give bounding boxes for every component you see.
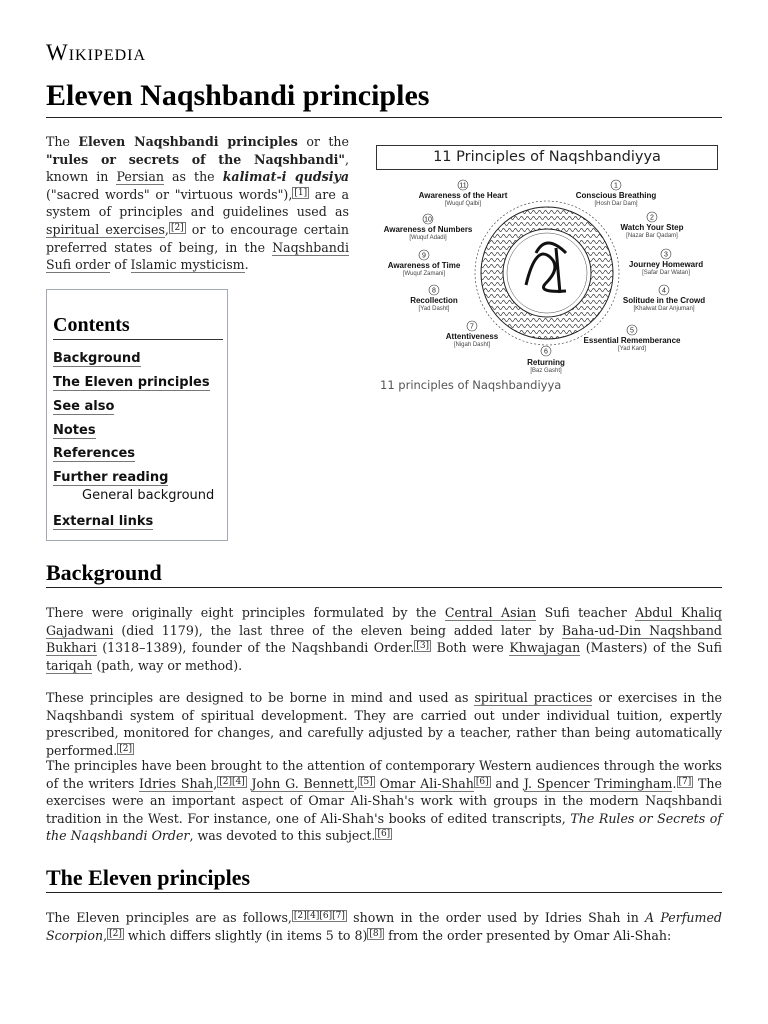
text: (Masters) of the Sufi [580,640,722,656]
bold-term: Eleven Naqshbandi principles [78,134,298,149]
link-naqshbandi[interactable]: Naqshbandi [272,239,349,255]
link-central-asian[interactable]: Central Asian [444,605,537,620]
svg-text:10: 10 [424,216,432,224]
ref-link[interactable]: [2][4][6][7] [293,911,345,921]
text: as the [163,169,223,185]
svg-text:1: 1 [614,182,618,190]
toc-item-references[interactable]: References [53,446,136,461]
text: (path, way or method). [92,657,243,673]
svg-text:Awareness of Numbers: Awareness of Numbers [383,225,473,234]
svg-text:Recollection: Recollection [410,296,458,305]
svg-text:Awareness of the Heart: Awareness of the Heart [418,191,508,200]
ref-link[interactable]: [6] [475,776,489,787]
text: , [103,927,108,943]
svg-text:[Baz Gasht]: [Baz Gasht] [530,368,562,374]
svg-text:Attentiveness: Attentiveness [445,332,499,341]
principle-2 [621,212,684,239]
link-persian[interactable]: Persian [116,169,164,185]
calligraphy-medallion [475,201,619,345]
bold-italic-term: kalimat-i qudsiya [222,169,349,185]
svg-text:6: 6 [544,348,548,356]
svg-text:[Nazar Bar Qadam]: [Nazar Bar Qadam] [626,233,678,239]
text: , [164,221,169,237]
svg-text:Watch Your Step: Watch Your Step [620,223,684,232]
link-trimingham[interactable]: J. Spencer Trimingham [523,775,673,791]
background-paragraph-2 [46,689,722,759]
link-abdul-khaliq[interactable]: Abdul Khaliq Gajadwani [46,605,722,638]
figure-title: 11 Principles of Naqshbandiyya [376,145,718,170]
principles-diagram[interactable] [376,173,722,403]
principles-figure [376,145,722,395]
link-tariqah[interactable]: tariqah [46,657,93,673]
svg-text:[Yad Dasht]: [Yad Dasht] [418,306,450,312]
text: Sufi teacher [536,605,636,620]
toc-title: Contents [53,314,223,340]
svg-text:[Hosh Dar Dam]: [Hosh Dar Dam] [594,201,638,207]
background-paragraph-1 [46,604,722,674]
heading-eleven-principles: The Eleven principles [46,864,722,893]
table-of-contents [46,289,228,541]
svg-text:3: 3 [664,251,668,259]
text: Both were [431,640,510,656]
ref-link[interactable]: [2] [119,743,133,754]
text: , known in [46,151,349,185]
text: The exercises were an important aspect of Omar Ali-Shah's work with groups in the modern Naqshbandi tradition in the West. For instance, one of Ali-Shah's books of edited transcripts, [46,775,722,826]
principle-10 [384,214,473,241]
toc-item-general-background[interactable]: General background [82,488,215,503]
text: , [213,775,218,791]
toc-item-further-reading[interactable]: Further reading [53,470,169,485]
text: The [46,134,79,149]
svg-text:[Yad Kard]: [Yad Kard] [618,346,646,352]
link-john-bennett[interactable]: John G. Bennett [251,775,355,791]
text: The principles have been brought to the attention of contemporary Western audiences through the works of the writers [46,758,722,791]
text: (1318–1389), founder of the Naqshbandi Order. [96,640,415,656]
toc-item-external-links[interactable]: External links [53,514,154,529]
heading-background: Background [46,559,722,588]
link-khwajagan[interactable]: Khwajagan [509,640,581,656]
svg-text:5: 5 [630,327,634,335]
ref-link[interactable]: [2] [170,222,184,233]
ref-link[interactable]: [6] [377,829,391,840]
svg-text:[Wuquf Zamani]: [Wuquf Zamani] [402,271,446,277]
ref-link[interactable]: [2] [109,928,122,939]
principle-7 [446,321,499,348]
principle-11 [419,180,508,207]
svg-text:Awareness of Time: Awareness of Time [387,261,461,270]
text: The Eleven principles are as follows, [46,910,292,925]
svg-text:[Safar Dar Watan]: [Safar Dar Watan] [642,270,690,276]
svg-text:9: 9 [422,252,426,260]
svg-text:2: 2 [650,214,654,222]
svg-text:7: 7 [470,323,474,331]
intro-paragraph [46,133,349,274]
principle-3 [629,249,703,276]
svg-text:8: 8 [432,287,436,295]
svg-text:[Wuquf Adadi]: [Wuquf Adadi] [409,235,447,241]
link-baha-ud-din[interactable]: Baha-ud-Din Naqshband Bukhari [46,622,722,656]
text: are a system of principles and guidelines used as [46,186,349,220]
svg-text:Conscious Breathing: Conscious Breathing [575,191,657,200]
text: ("sacred words" or "virtuous words"), [46,186,293,202]
book-title: The Rules or Secrets of the Naqshbandi Order [46,810,723,844]
link-islamic-mysticism[interactable]: Islamic mysticism [130,257,245,273]
background-paragraph-3 [46,757,722,845]
text: . [244,257,249,273]
ref-link[interactable]: [7] [678,776,692,787]
principle-8 [410,285,458,312]
svg-text:[Wuquf Qalbi]: [Wuquf Qalbi] [444,201,482,207]
toc-item-see-also[interactable]: See also [53,399,115,414]
text: , was devoted to this subject. [189,828,376,844]
svg-text:11: 11 [459,182,467,190]
text: There were originally eight principles formulated by the [46,605,445,620]
svg-text:Journey Homeward: Journey Homeward [628,260,704,269]
ref-link[interactable]: [2][4] [219,776,245,787]
svg-text:Essential Rememberance: Essential Rememberance [583,336,681,345]
text: shown in the order used by Idries Shah in [346,910,646,925]
link-spiritual-practices[interactable]: spiritual practices [474,690,593,705]
principle-5 [584,325,681,352]
figure-caption: 11 principles of Naqshbandiyya [380,378,562,392]
link-idries-shah[interactable]: Idries Shah [139,775,214,791]
principle-4 [623,285,705,312]
principle-9 [388,250,461,277]
book-title: A Perfumed Scorpion [46,910,722,943]
ref-link[interactable]: [3] [416,641,430,652]
text: of [110,257,131,273]
text: , [354,775,359,791]
svg-text:[Khalwat Dar Anjuman]: [Khalwat Dar Anjuman] [633,306,695,312]
text: and [490,775,524,791]
text: from the order presented by Omar Ali-Shah: [384,927,672,943]
principle-6 [527,346,565,374]
link-spiritual-exercises[interactable]: spiritual exercises [46,221,165,237]
text: or exercises in the Naqshbandi system of spiritual development. They are carried out under individual tuition, expertly prescribed, monitored for changes, and carefully adjusted by a teacher, rather than being automatically performed. [46,690,723,758]
svg-text:4: 4 [662,287,666,295]
wikipedia-wordmark[interactable]: Wikipedia [46,40,147,65]
toc-item-eleven-principles[interactable]: The Eleven principles [53,375,210,390]
link-omar-ali-shah[interactable]: Omar Ali-Shah [379,775,474,791]
text: or the [297,134,349,149]
eleven-paragraph-1 [46,909,722,944]
text: . [672,775,677,791]
principle-1 [576,180,657,207]
ref-link[interactable]: [8] [369,928,383,939]
toc-item-notes[interactable]: Notes [53,423,96,438]
text: or to encourage certain preferred states of being, in the [46,221,349,255]
text: These principles are designed to be borne in mind and used as [46,690,475,705]
link-sufi-order[interactable]: Sufi order [46,257,111,273]
svg-text:[Nigah Dasht]: [Nigah Dasht] [453,342,491,348]
page-title: Eleven Naqshbandi principles [46,76,722,118]
toc-item-background[interactable]: Background [53,351,141,366]
text: which differs slightly (in items 5 to 8) [123,927,368,943]
ref-link[interactable]: [1] [294,187,308,198]
svg-text:Returning: Returning [527,358,565,367]
bold-term: "rules or secrets of the Naqshbandi" [46,151,345,167]
text: (died 1179), the last three of the eleven being added later by [113,622,562,638]
ref-link[interactable]: [5] [360,776,373,787]
text [375,776,380,791]
svg-text:Solitude in the Crowd: Solitude in the Crowd [622,296,706,305]
